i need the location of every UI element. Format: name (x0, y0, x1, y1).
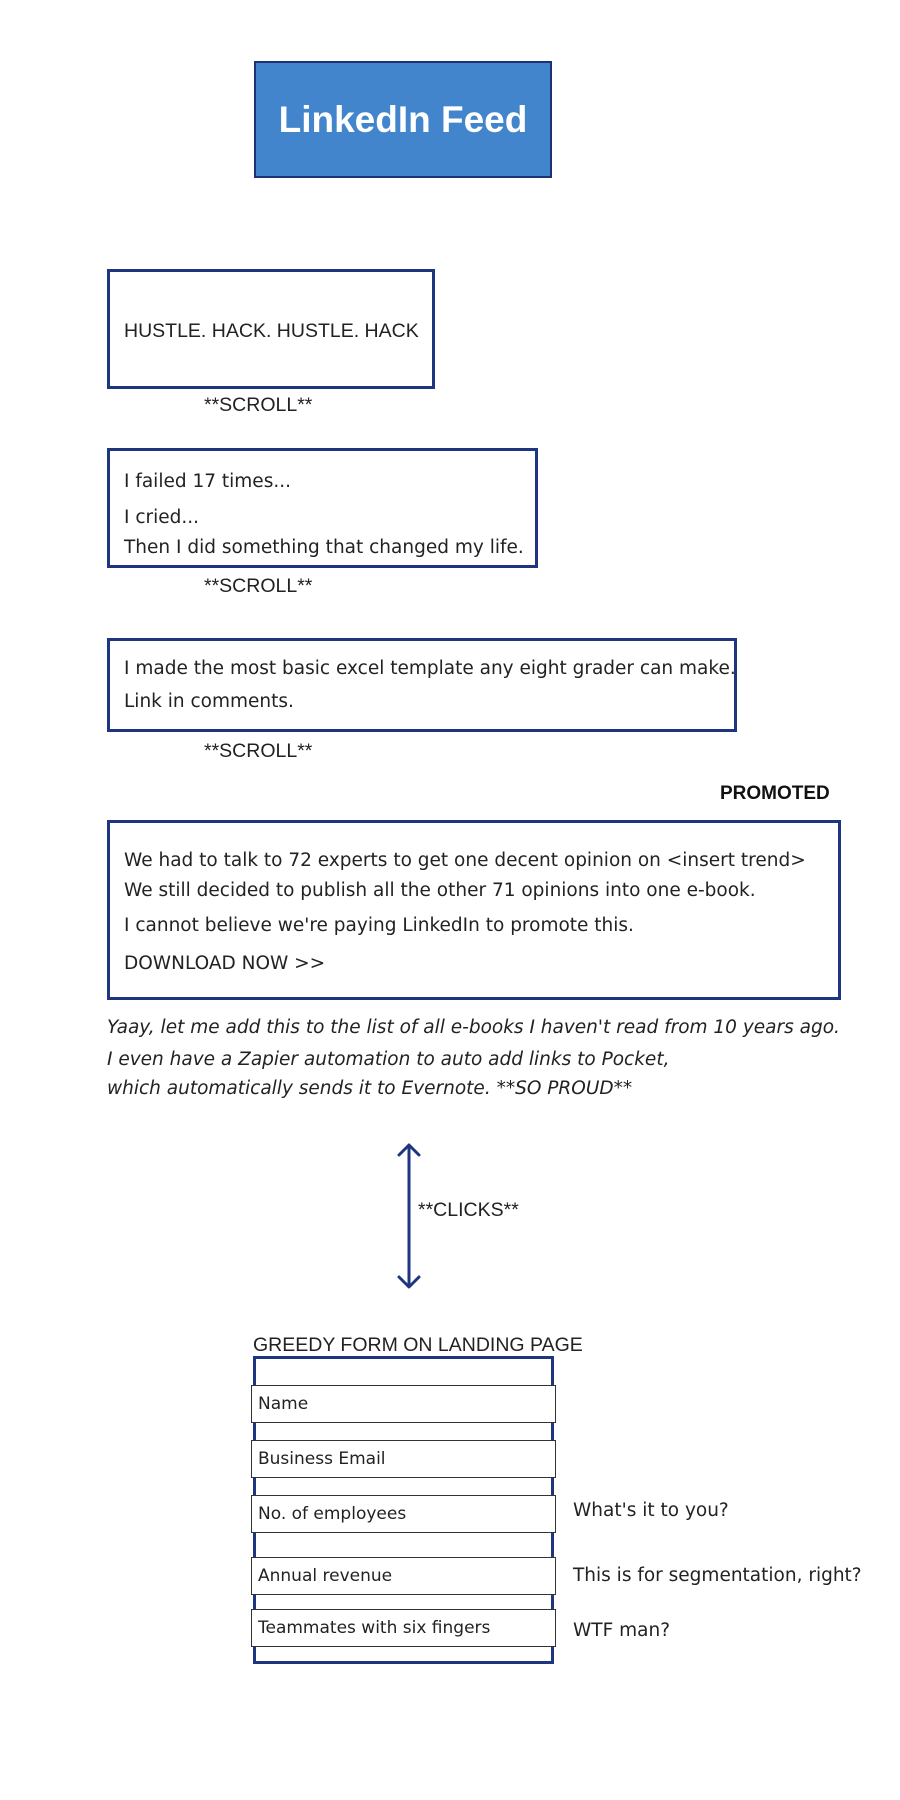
post-excel (107, 638, 737, 732)
employees-field[interactable]: No. of employees (251, 1495, 556, 1533)
feed-title: LinkedIn Feed (278, 98, 528, 140)
post-hustle-text: HUSTLE. HACK. HUSTLE. HACK (124, 320, 419, 342)
revenue-comment: This is for segmentation, right? (573, 1565, 862, 1586)
six-fingers-comment: WTF man? (573, 1620, 671, 1641)
promoted-line-1: We had to talk to 72 experts to get one decent opinion on <insert trend> (124, 850, 806, 871)
post-excel-line-1: I made the most basic excel template any eight grader can make. (124, 658, 736, 679)
post-excel-line-2: Link in comments. (124, 691, 294, 712)
promoted-line-2: We still decided to publish all the other 71 opinions into one e-book. (124, 880, 756, 901)
business-email-field[interactable]: Business Email (251, 1440, 556, 1478)
download-now-link[interactable]: DOWNLOAD NOW >> (124, 953, 326, 974)
six-fingers-field[interactable]: Teammates with six fingers (251, 1609, 556, 1647)
scroll-label-2: **SCROLL** (204, 575, 313, 597)
name-field[interactable]: Name (251, 1385, 556, 1423)
post-failed (107, 448, 538, 568)
post-failed-line-1: I failed 17 times... (124, 471, 291, 492)
form-title: GREEDY FORM ON LANDING PAGE (253, 1334, 583, 1356)
post-failed-line-3: Then I did something that changed my life. (124, 537, 524, 558)
employees-comment: What's it to you? (573, 1500, 729, 1521)
reaction-line-2: I even have a Zapier automation to auto add links to Pocket, (107, 1049, 670, 1070)
feed-title-box (254, 61, 552, 178)
promoted-badge: PROMOTED (720, 783, 830, 804)
post-hustle (107, 269, 435, 389)
scroll-label-3: **SCROLL** (204, 740, 313, 762)
promoted-line-3: I cannot believe we're paying LinkedIn to promote this. (124, 915, 634, 936)
clicks-label: **CLICKS** (418, 1199, 519, 1221)
annual-revenue-field[interactable]: Annual revenue (251, 1557, 556, 1595)
scroll-label-1: **SCROLL** (204, 394, 313, 416)
reaction-line-3: which automatically sends it to Evernote. **SO PROUD** (107, 1078, 633, 1099)
reaction-line-1: Yaay, let me add this to the list of all e-books I haven't read from 10 years ago. (107, 1017, 840, 1038)
post-failed-line-2: I cried... (124, 507, 200, 528)
promoted-post (107, 820, 841, 1000)
